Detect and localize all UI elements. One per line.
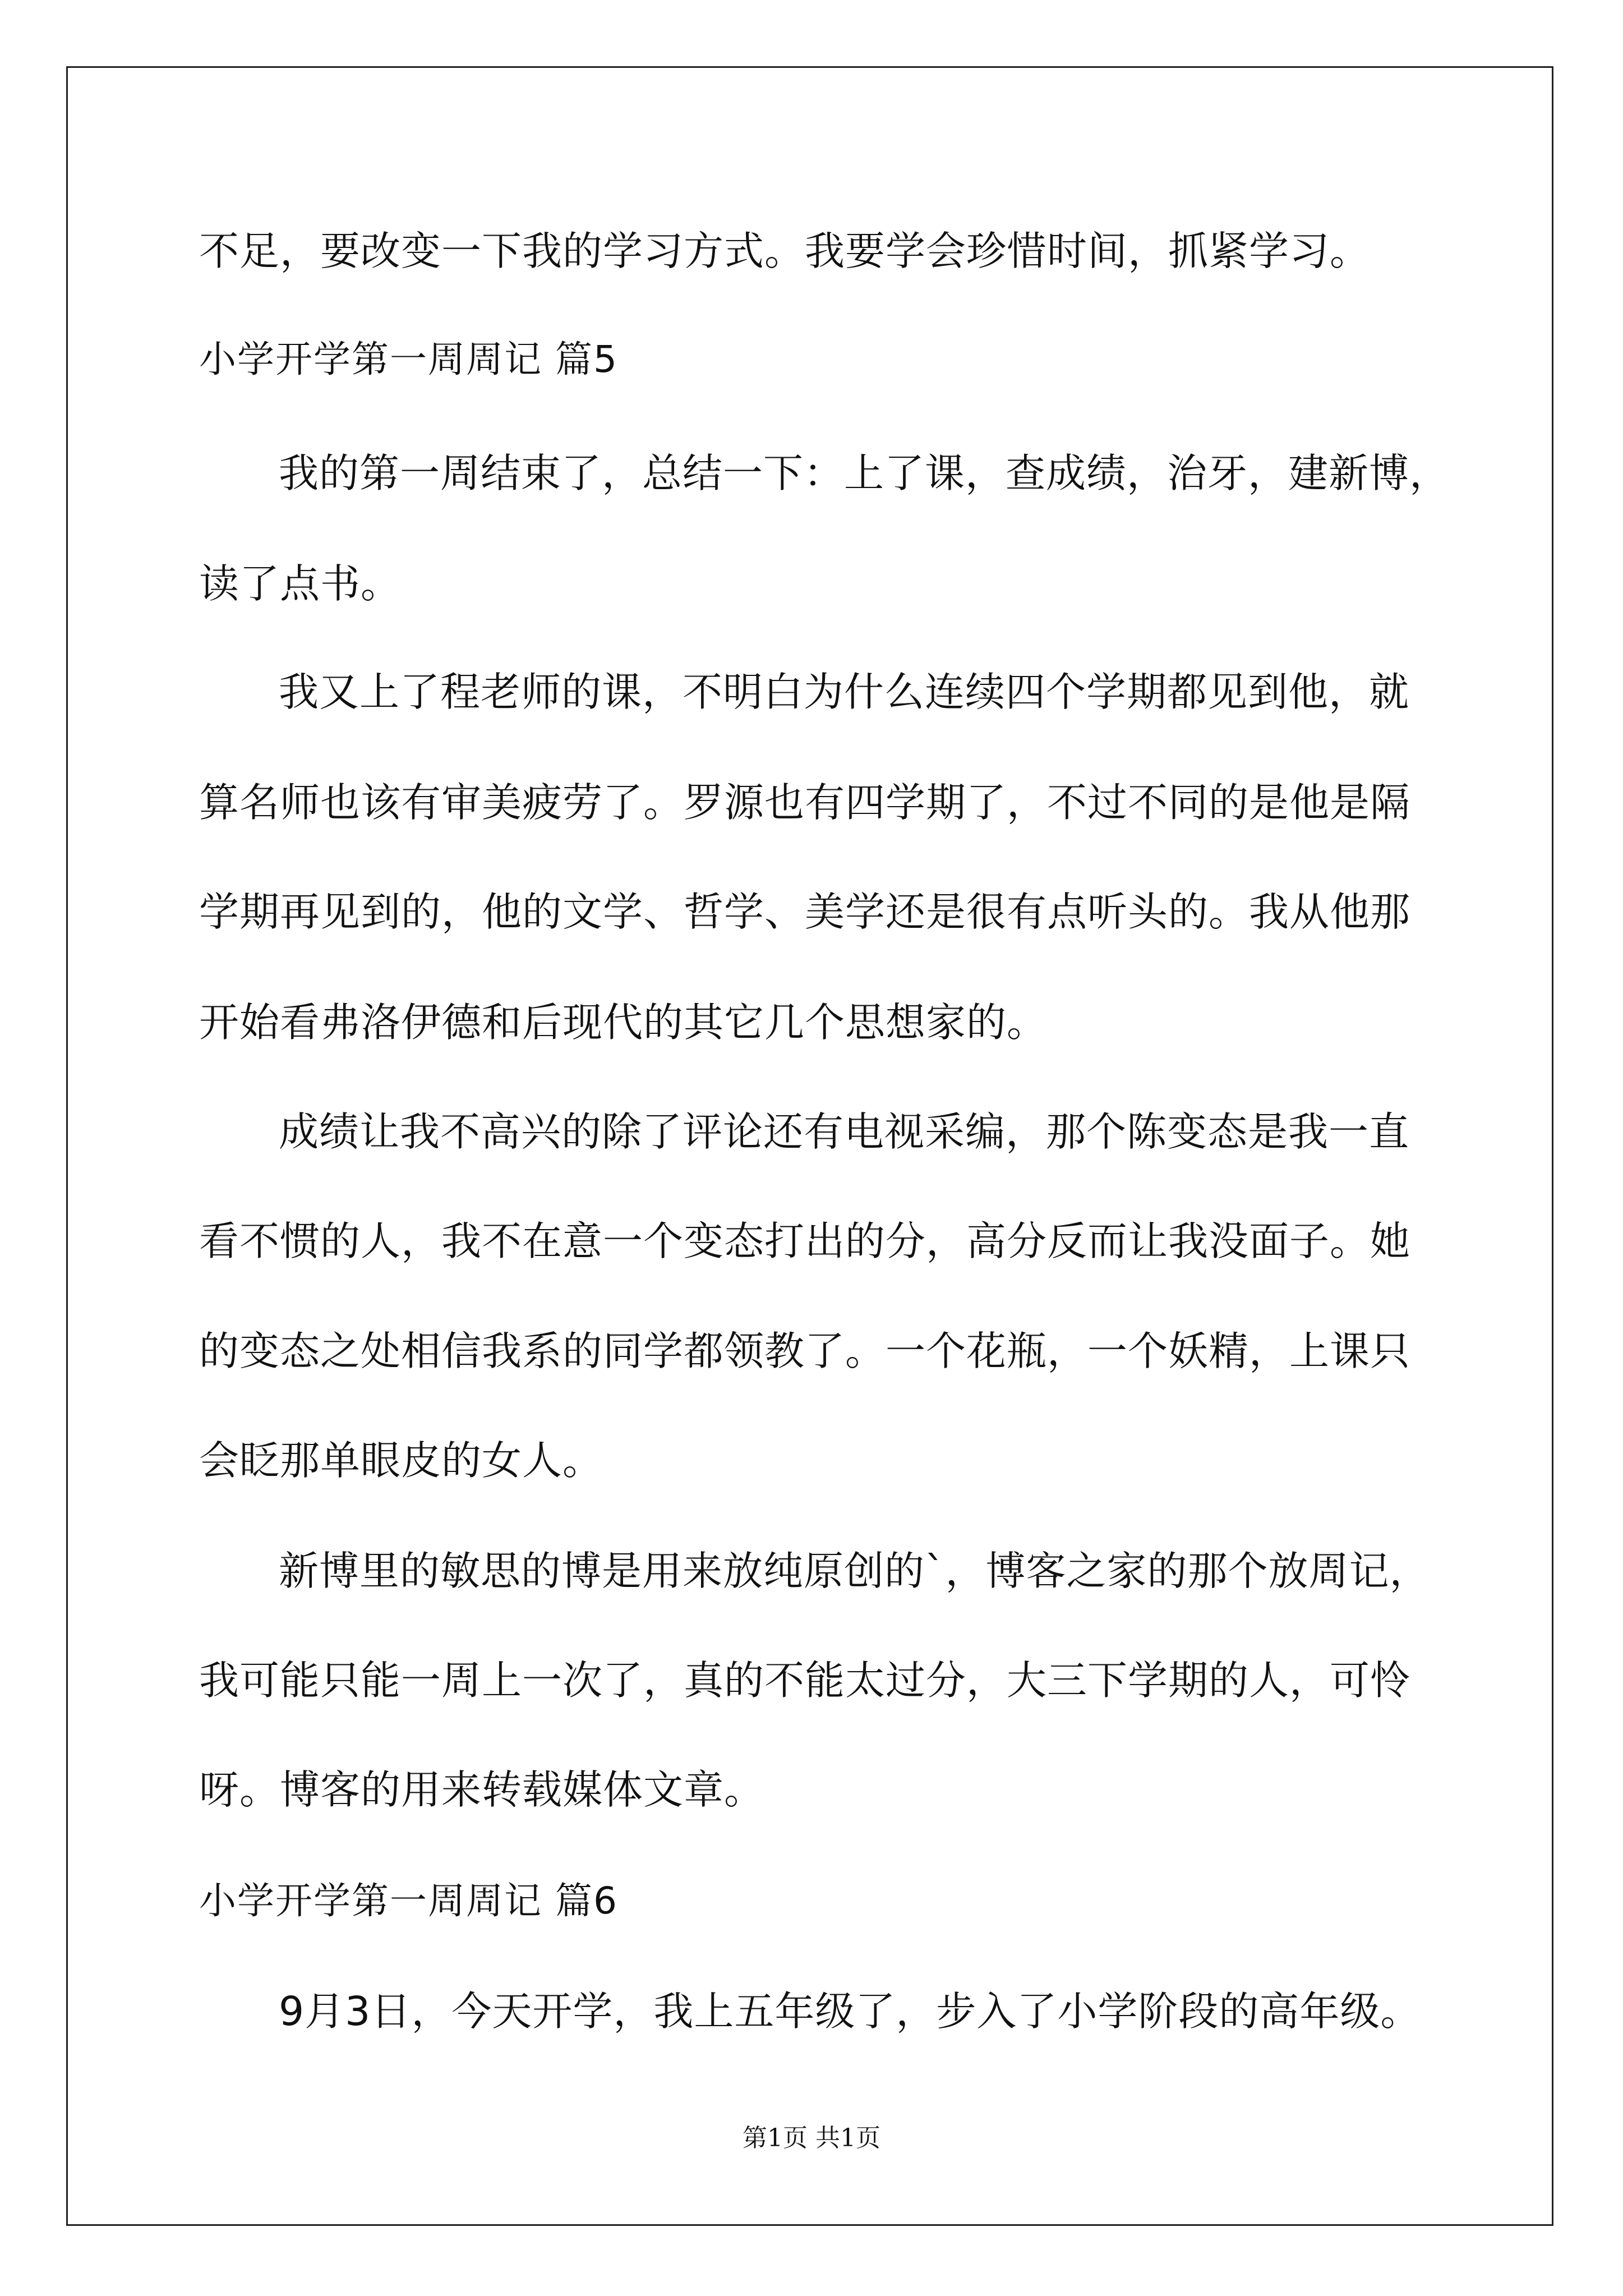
paragraph-line: 会眨那单眼皮的女人。 — [199, 1437, 603, 1484]
paragraph-line: 读了点书。 — [199, 560, 402, 607]
paragraph-line: 我的第一周结束了，总结一下：上了课，查成绩，治牙，建新博， — [279, 450, 1450, 496]
page-footer: 第1页 共1页 — [743, 2124, 880, 2152]
paragraph-line: 不足，要改变一下我的学习方式。我要学会珍惜时间，抓紧学习。 — [199, 228, 1371, 274]
section-heading: 小学开学第一周周记 篇5 — [199, 338, 618, 381]
section-heading: 小学开学第一周周记 篇6 — [199, 1879, 618, 1922]
paragraph-line: 算名师也该有审美疲劳了。罗源也有四学期了，不过不同的是他是隔 — [199, 779, 1411, 826]
paragraph-line: 开始看弗洛伊德和后现代的其它几个思想家的。 — [199, 999, 1048, 1046]
paragraph-line: 成绩让我不高兴的除了评论还有电视采编，那个陈变态是我一直 — [279, 1108, 1410, 1155]
paragraph-line: 看不惯的人，我不在意一个变态打出的分，高分反而让我没面子。她 — [199, 1218, 1411, 1264]
paragraph-line: 我又上了程老师的课，不明白为什么连续四个学期都见到他，就 — [279, 669, 1410, 715]
paragraph-line: 的变态之处相信我系的同学都领教了。一个花瓶，一个妖精，上课只 — [199, 1328, 1411, 1374]
paragraph-line: 我可能只能一周上一次了，真的不能太过分，大三下学期的人，可怜 — [199, 1657, 1411, 1704]
paragraph-line: 新博里的敏思的博是用来放纯原创的`，博客之家的那个放周记， — [279, 1548, 1430, 1594]
paragraph-line: 呀。博客的用来转载媒体文章。 — [199, 1766, 765, 1813]
paragraph-line: 学期再见到的，他的文学、哲学、美学还是很有点听头的。我从他那 — [199, 889, 1411, 935]
paragraph-line: 9月3日，今天开学，我上五年级了，步入了小学阶段的高年级。 — [279, 1988, 1421, 2035]
